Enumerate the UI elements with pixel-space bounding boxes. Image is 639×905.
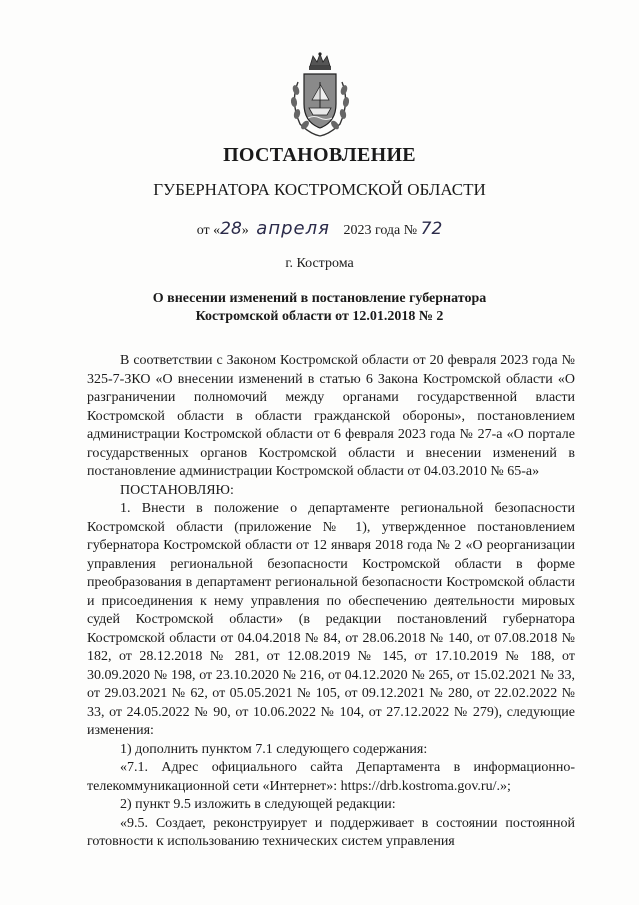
- city-name: г. Кострома: [285, 256, 354, 271]
- subject-line-2: Костромской области от 12.01.2018 № 2: [195, 309, 444, 324]
- body-paragraph: «9.5. Создает, реконструирует и поддерживает в состоянии постоянной готовности к использованию технических систем управления: [87, 815, 575, 849]
- document-number: 72: [420, 219, 443, 239]
- kostroma-coat-of-arms-icon: [286, 52, 354, 138]
- document-body: [87, 352, 575, 852]
- body-paragraph: 2) пункт 9.5 изложить в следующей редакции:: [120, 797, 396, 812]
- body-paragraph: ПОСТАНОВЛЯЮ:: [120, 482, 234, 498]
- body-paragraph: 1. Внести в положение о департаменте региональной безопасности Костромской области (приложение № 1), утвержденное постановлением губернатора Костромской области от 12 января 2018 года № 2 «О реорганизации управления региональной безопасности Костромской области в форме преобразования в департамент региональной безопасности Костромской области и присоединения к нему управления по обеспечению деятельности мировых судей Костромской области» (в редакции постановлений губернатора Костромской области от 04.04.2018 № 84, от 28.06.2018 № 140, от 07.08.2018 № 182, от 28.12.2018 № 281, от 12.08.2019 № 145, от 17.10.2019 № 188, от 30.09.2020 № 198, от 23.10.2020 № 216, от 04.12.2020 № 265, от 15.02.2021 № 33, от 29.03.2021 № 62, от 05.05.2021 № 105, от 09.12.2021 № 280, от 22.02.2022 № 33, от 24.05.2022 № 90, от 10.06.2022 № 104, от 27.12.2022 № 279), следующие изменения:: [87, 501, 575, 738]
- date-year: 2023 года №: [343, 223, 418, 238]
- subject-line-1: О внесении изменений в постановление губернатора: [152, 291, 487, 306]
- issuer-title: ГУБЕРНАТОРА КОСТРОМСКОЙ ОБЛАСТИ: [153, 180, 486, 199]
- date-day: 28: [220, 219, 242, 239]
- document-subject: [0, 290, 639, 326]
- date-prefix: от «: [196, 223, 221, 238]
- date-line: [0, 218, 639, 239]
- body-paragraph: В соответствии с Законом Костромской области от 20 февраля 2023 года № 325-7-ЗКО «О внесении изменений в статью 6 Закона Костромской области «О разграничении полномочий между органами государственной власти Костромской области в области гражданской обороны», постановлением администрации Костромской области от 6 февраля 2023 года № 27-а «О портале государственных органов Костромской области и внесении изменений в постановление администрации Костромской области от 04.03.2010 № 65-а»: [87, 353, 575, 479]
- date-month: апреля: [256, 218, 330, 239]
- document-type-title: ПОСТАНОВЛЕНИЕ: [223, 144, 416, 166]
- body-paragraph: 1) дополнить пунктом 7.1 следующего содержания:: [120, 741, 428, 757]
- body-paragraph: «7.1. Адрес официального сайта Департамента в информационно-телекоммуникационной сети «Интернет»: https://drb.kostroma.gov.ru/.»;: [87, 760, 575, 794]
- date-day-suffix: »: [241, 223, 249, 238]
